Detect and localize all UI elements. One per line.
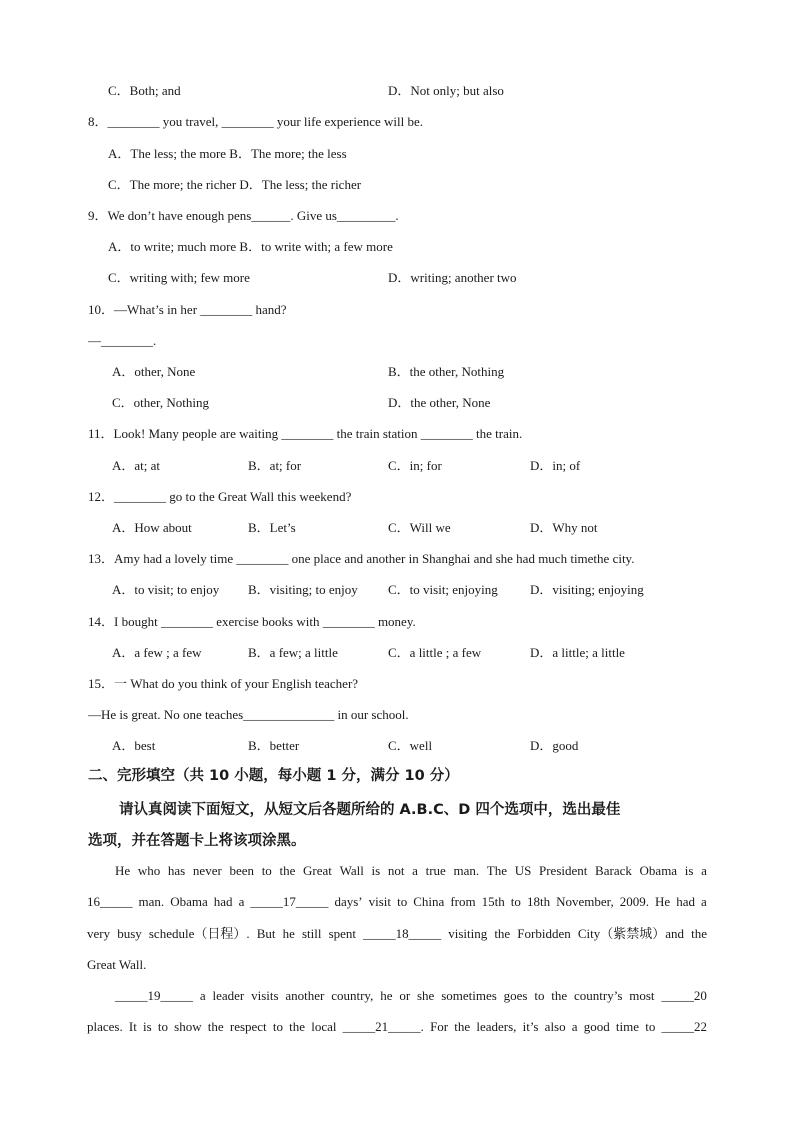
passage-word: City（紫禁城）and [577,926,685,941]
passage-word: from [450,894,476,909]
passage-word: good [583,1019,610,1034]
q15-option-b: B．better [248,738,300,753]
passage-word: very [87,926,111,941]
q8-options-ab: A．The less; the more B．The more; the less [108,146,347,161]
passage-word: Barack [595,863,632,878]
passage-word: days’ [334,894,363,909]
passage-word: But [256,926,276,941]
passage-word: to [510,894,521,909]
passage-word: _____22 [661,1019,707,1034]
passage-p1-line1 [115,862,707,880]
passage-word: the [289,1019,306,1034]
passage-word: He [655,894,671,909]
q10-option-a: A．other, None [112,364,196,379]
q10-answer-line: —________. [88,333,157,348]
passage-word: The [486,863,508,878]
passage-word: the [207,1019,224,1034]
passage-word: to [397,894,408,909]
passage-word: a [199,988,206,1003]
q11-option-a: A．at; at [112,458,161,473]
passage-word: who [137,863,161,878]
passage-word: true [425,863,446,878]
q14-option-d: D．a little; a little [530,645,625,660]
passage-word: visiting [448,926,488,941]
passage-word: It [128,1019,137,1034]
q15-answer-line: —He is great. No one teaches______________ in our school. [88,707,409,722]
passage-word: a [238,894,245,909]
q8-stem: 8．________ you travel, ________ your life experience will be. [88,114,424,129]
passage-word: also [544,1019,566,1034]
passage-word: visit [368,894,392,909]
q13-stem: 13．Amy had a lovely time ________ one place and another in Shanghai and she had much timethe city. [88,551,635,566]
passage-word: busy [117,926,142,941]
q10-option-d: D．the other, None [388,395,491,410]
q15-option-a: A．best [112,738,156,753]
passage-word: is [684,863,694,878]
q11-option-d: D．in; of [530,458,581,473]
passage-word: a [701,863,707,878]
passage-word: had [213,894,233,909]
q12-option-b: B．Let’s [248,520,296,535]
passage-p2-line2 [87,1018,707,1036]
passage-word: to [157,1019,168,1034]
passage-word: not [387,863,405,878]
passage-word: he [380,988,393,1003]
q12-stem: 12．________ go to the Great Wall this weekend? [88,489,352,504]
section2-heading: 二、完形填空（共 10 小题，每小题 1 分，满分 10 分） [88,768,459,784]
passage-word: to [645,1019,656,1034]
passage-word: time [615,1019,640,1034]
passage-word: to [534,988,545,1003]
passage-word: spent [328,926,357,941]
passage-word: 15th [481,894,505,909]
passage-word: been [229,863,255,878]
passage-word: has [167,863,186,878]
passage-word: _____18_____ [363,926,442,941]
passage-word: most [629,988,655,1003]
q9-options-ab: A．to write; much more B．to write with; a few more [108,239,393,254]
passage-word: a [571,1019,578,1034]
section2-instruction-line2: 选项，并在答题卡上将该项涂黑。 [88,833,306,849]
passage-word: or [399,988,411,1003]
passage-word: Wall [339,863,364,878]
passage-word: show [174,1019,202,1034]
passage-p1-line3 [87,925,707,943]
passage-word: he [282,926,295,941]
section2-instruction-line1: 请认真阅读下面短文，从短文后各题所给的 A.B.C、D 四个选项中，选出最佳 [119,802,621,818]
q13-option-c: C．to visit; enjoying [388,582,498,597]
passage-word: another [285,988,325,1003]
q11-option-c: C．in; for [388,458,442,473]
passage-word: she [417,988,435,1003]
passage-word: President [538,863,588,878]
passage-word: schedule（日程）. [148,926,250,941]
q13-option-a: A．to visit; to enjoy [112,582,220,597]
passage-word: Obama [170,894,208,909]
passage-word: He [115,863,131,878]
q10-option-c: C．other, Nothing [112,395,209,410]
passage-word: US [514,863,532,878]
q9-option-c: C．writing with; few more [108,270,250,285]
passage-word: a [701,894,707,909]
passage-word: the [454,1019,471,1034]
passage-word: November, [556,894,614,909]
passage-word: a [412,863,418,878]
q11-stem: 11．Look! Many people are waiting ________ the train station ________ the train. [88,426,523,441]
passage-word: goes [503,988,528,1003]
q7-option-d: D．Not only; but also [388,83,504,98]
passage-word: is [371,863,381,878]
passage-word: places. [87,1019,123,1034]
passage-word: the [494,926,511,941]
passage-word: never [192,863,222,878]
q15-option-c: C．well [388,738,433,753]
q11-option-b: B．at; for [248,458,302,473]
passage-word: leaders, [476,1019,517,1034]
q8-options-cd: C．The more; the richer D．The less; the richer [108,177,362,192]
q14-option-b: B．a few; a little [248,645,338,660]
passage-p1-line2 [87,893,707,911]
q10-option-b: B．the other, Nothing [388,364,505,379]
passage-word: to [261,863,272,878]
passage-word: man. [453,863,480,878]
q9-option-d: D．writing; another two [388,270,517,285]
passage-word: the [691,926,707,941]
passage-word: _____20 [661,988,707,1003]
q15-stem: 15．一 What do you think of your English teacher? [88,676,359,691]
passage-word: leader [212,988,245,1003]
passage-p1-line4: Great Wall. [87,957,147,972]
passage-word: had [676,894,696,909]
passage-word: 2009. [619,894,649,909]
passage-word: visits [251,988,279,1003]
q12-option-c: C．Will we [388,520,451,535]
passage-word: Great [303,863,332,878]
q10-stem: 10．—What’s in her ________ hand? [88,302,287,317]
passage-word: country, [331,988,374,1003]
passage-word: _____17_____ [250,894,329,909]
passage-word: to [272,1019,283,1034]
q13-option-d: D．visiting; enjoying [530,582,644,597]
q14-option-c: C．a little ; a few [388,645,482,660]
passage-word: country’s [574,988,623,1003]
passage-word: sometimes [441,988,497,1003]
passage-word: the [279,863,296,878]
q14-stem: 14．I bought ________ exercise books with ________ money. [88,614,416,629]
q9-stem: 9．We don’t have enough pens______. Give us_________. [88,208,399,223]
passage-word: local [311,1019,337,1034]
passage-p2-line1 [115,987,707,1005]
passage-word: 18th [526,894,551,909]
q13-option-b: B．visiting; to enjoy [248,582,358,597]
passage-word: respect [229,1019,267,1034]
q12-option-d: D．Why not [530,520,598,535]
passage-word: Obama [639,863,678,878]
passage-word: _____21_____. [342,1019,424,1034]
passage-word: it’s [522,1019,539,1034]
q12-option-a: A．How about [112,520,192,535]
passage-word: still [301,926,322,941]
passage-word: Forbidden [517,926,571,941]
q15-option-d: D．good [530,738,579,753]
passage-word: _____19_____ [115,988,193,1003]
passage-word: is [143,1019,152,1034]
passage-word: the [551,988,568,1003]
passage-word: 16_____ [87,894,133,909]
passage-word: For [430,1019,449,1034]
q7-option-c: C．Both; and [108,83,181,98]
passage-word: China [413,894,445,909]
passage-word: man. [138,894,165,909]
q14-option-a: A．a few ; a few [112,645,202,660]
